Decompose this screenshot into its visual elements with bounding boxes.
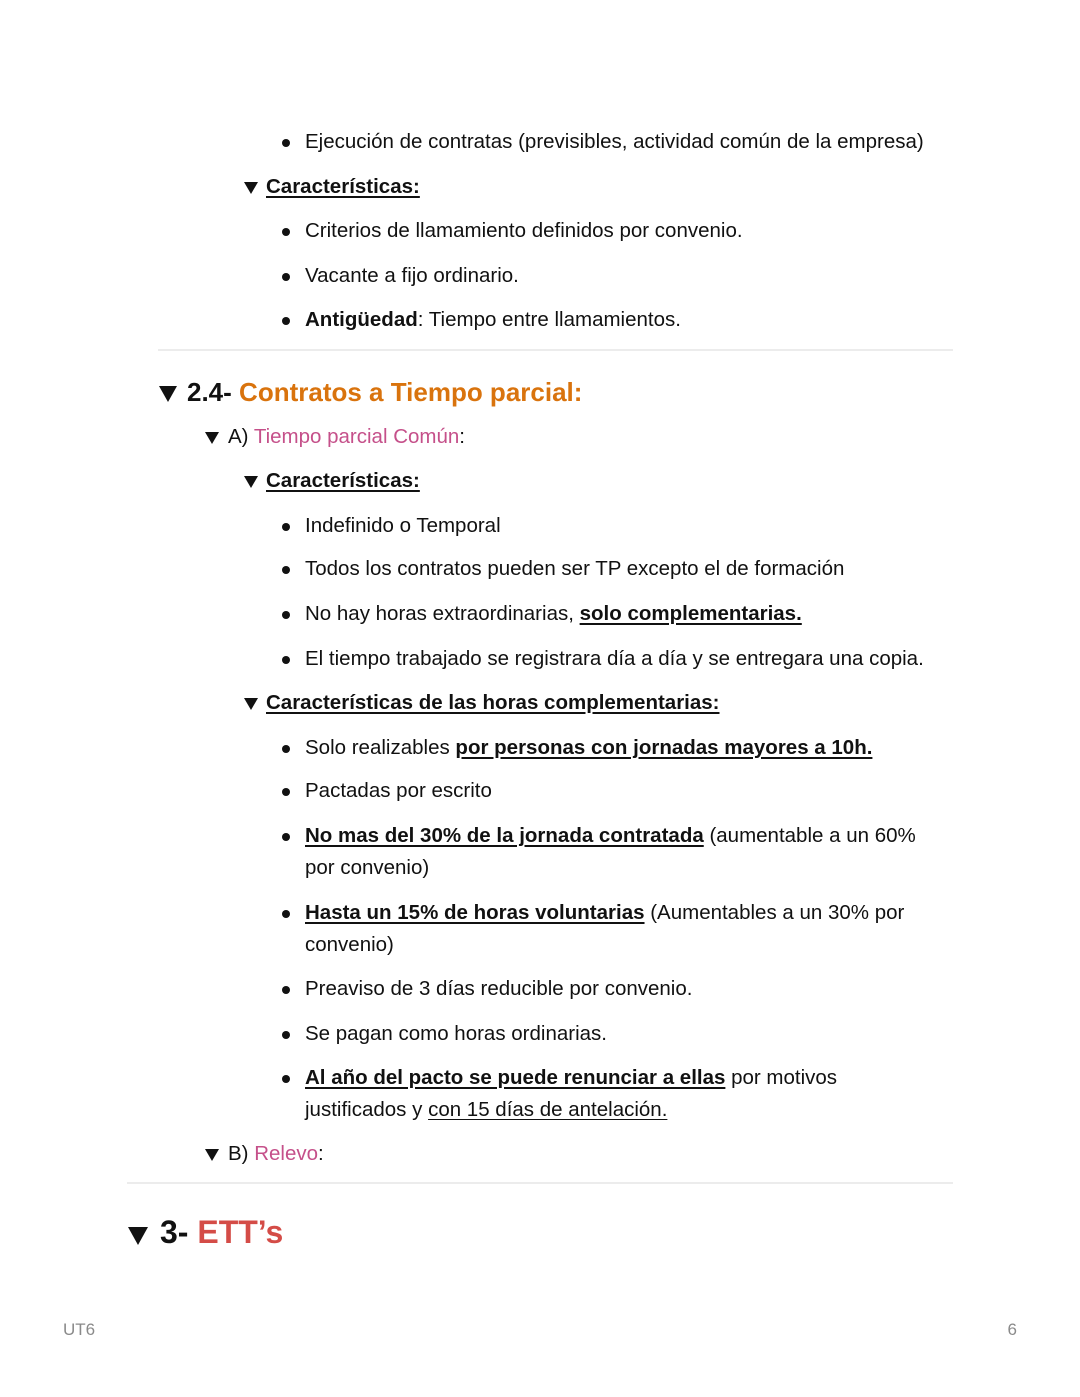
- list-item-continuation: convenio): [305, 933, 394, 956]
- list-item-contratas: Ejecución de contratas (previsibles, actividad común de la empresa): [305, 130, 924, 153]
- list-item: Indefinido o Temporal: [305, 514, 501, 537]
- bullet-icon: [282, 317, 290, 325]
- list-item: Todos los contratos pueden ser TP excepto el de formación: [305, 557, 845, 580]
- bullet-icon: [282, 566, 290, 574]
- list-item: El tiempo trabajado se registrara día a día y se entregara una copia.: [305, 647, 924, 670]
- list-item-emphasis: Hasta un 15% de horas voluntarias: [305, 901, 645, 924]
- list-item-emphasis: No mas del 30% de la jornada contratada: [305, 824, 704, 847]
- toggle-triangle-icon[interactable]: [159, 386, 177, 402]
- list-item: Criterios de llamamiento definidos por convenio.: [305, 219, 743, 242]
- footer-label: UT6: [63, 1320, 96, 1339]
- list-item-continuation: por convenio): [305, 856, 430, 879]
- bullet-icon: [282, 611, 290, 619]
- list-item: Preaviso de 3 días reducible por convenio.: [305, 977, 693, 1000]
- bullet-icon: [282, 228, 290, 236]
- list-item: Vacante a fijo ordinario.: [305, 264, 519, 287]
- toggle-triangle-icon[interactable]: [205, 1149, 219, 1161]
- toggle-heading-sub-a[interactable]: [228, 421, 465, 453]
- antiguedad-bold: Antigüedad: [305, 308, 418, 331]
- toggle-triangle-icon[interactable]: [128, 1227, 148, 1245]
- list-item-emphasis: solo complementarias.: [579, 602, 802, 625]
- antiguedad-text: : Tiempo entre llamamientos.: [417, 308, 681, 331]
- toggle-heading-horas-complementarias[interactable]: Características de las horas complementarias:: [266, 691, 720, 714]
- list-item-continuation: [305, 1094, 667, 1126]
- sub-a-suffix: :: [459, 425, 465, 448]
- list-item: [305, 732, 872, 764]
- section-heading-2-4[interactable]: [187, 377, 582, 408]
- list-item: [305, 1062, 837, 1094]
- section-number: 2.4-: [187, 377, 232, 407]
- list-item-text: justificados y: [305, 1098, 429, 1121]
- list-item-text: (Aumentables a un 30% por: [644, 901, 905, 924]
- sub-b-suffix: :: [318, 1142, 324, 1165]
- sub-a-prefix: A): [228, 425, 249, 448]
- bullet-icon: [282, 1031, 290, 1039]
- bullet-icon: [282, 523, 290, 531]
- list-item: [305, 897, 904, 929]
- list-item: Pactadas por escrito: [305, 779, 492, 802]
- section-number: 3-: [160, 1214, 189, 1250]
- section-title: ETT’s: [197, 1214, 284, 1250]
- sub-a-title: Tiempo parcial Común: [253, 425, 460, 448]
- bullet-icon: [282, 986, 290, 994]
- toggle-heading-sub-b[interactable]: [228, 1138, 324, 1170]
- bullet-icon: [282, 910, 290, 918]
- list-item: [305, 598, 802, 630]
- bullet-icon: [282, 833, 290, 841]
- list-item-text: No hay horas extraordinarias,: [305, 602, 580, 625]
- bullet-icon: [282, 273, 290, 281]
- list-item-emphasis: Al año del pacto se puede renunciar a ellas: [305, 1066, 726, 1089]
- section-heading-3[interactable]: [160, 1214, 283, 1251]
- list-item: [305, 820, 916, 852]
- bullet-icon: [282, 1075, 290, 1083]
- bullet-icon: [282, 745, 290, 753]
- bullet-icon: [282, 656, 290, 664]
- divider: [158, 349, 953, 351]
- page-number: 6: [1007, 1320, 1017, 1339]
- bullet-icon: [282, 788, 290, 796]
- sub-b-prefix: B): [228, 1142, 249, 1165]
- list-item-underlined: con 15 días de antelación.: [428, 1098, 668, 1121]
- sub-b-title: Relevo: [254, 1142, 319, 1165]
- toggle-triangle-icon[interactable]: [244, 182, 258, 194]
- toggle-heading-caracteristicas[interactable]: Características:: [266, 469, 420, 492]
- toggle-triangle-icon[interactable]: [244, 476, 258, 488]
- toggle-heading-caracteristicas[interactable]: Características:: [266, 175, 420, 198]
- section-title: Contratos a Tiempo parcial:: [239, 377, 583, 407]
- list-item: Se pagan como horas ordinarias.: [305, 1022, 607, 1045]
- list-item-text: Solo realizables: [305, 736, 456, 759]
- toggle-triangle-icon[interactable]: [205, 432, 219, 444]
- list-item-emphasis: por personas con jornadas mayores a 10h.: [455, 736, 873, 759]
- list-item-text: por motivos: [725, 1066, 838, 1089]
- bullet-icon: [282, 139, 290, 147]
- list-item-antiguedad: [305, 304, 681, 336]
- divider: [127, 1182, 953, 1184]
- toggle-triangle-icon[interactable]: [244, 698, 258, 710]
- list-item-text: (aumentable a un 60%: [703, 824, 916, 847]
